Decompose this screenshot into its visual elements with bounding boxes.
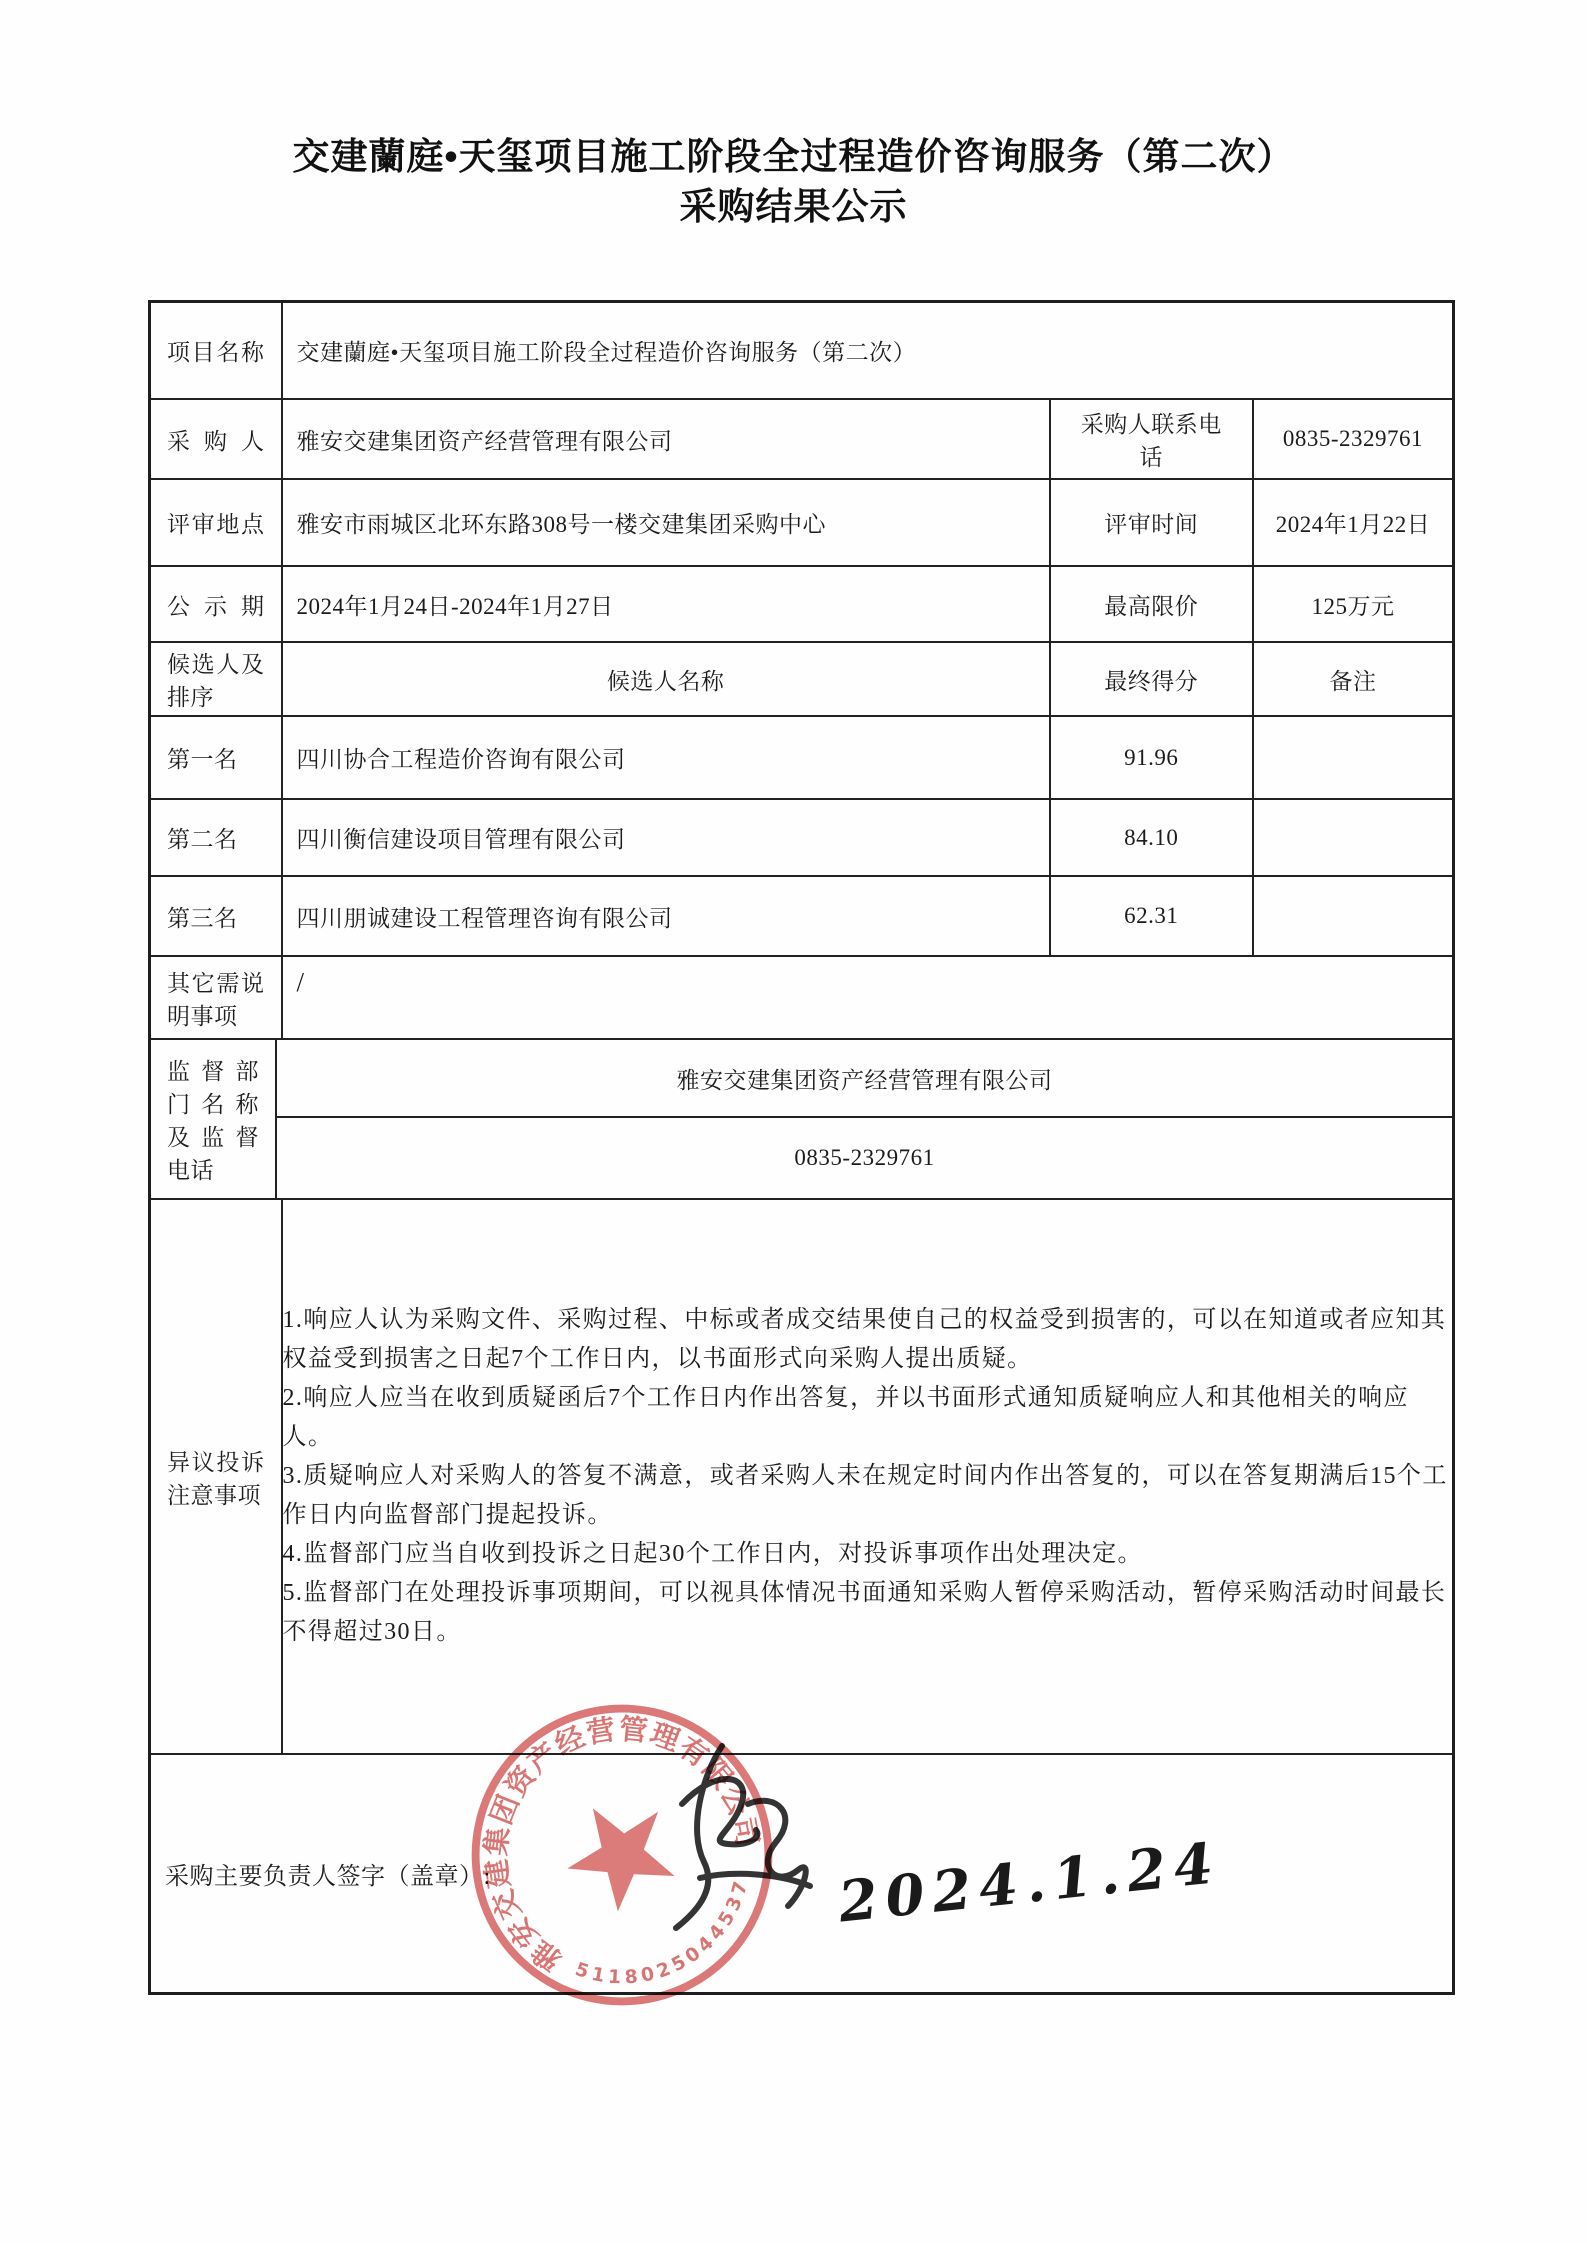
- candidate-2-name: 四川衡信建设项目管理有限公司: [283, 800, 1051, 877]
- project-name-value: 交建蘭庭•天玺项目施工阶段全过程造价咨询服务（第二次）: [283, 303, 1452, 400]
- purchaser-phone-value: 0835-2329761: [1254, 400, 1452, 480]
- supervision-row: [151, 1040, 1452, 1200]
- table-row: [151, 480, 1452, 567]
- remark-column-header: 备注: [1254, 643, 1452, 717]
- candidate-2-remark: [1254, 800, 1452, 877]
- objection-item-1: 1.响应人认为采购文件、采购过程、中标或者成交结果使自己的权益受到损害的，可以在知道或者应知其权益受到损害之日起7个工作日内，以书面形式向采购人提出质疑。: [282, 1307, 1447, 1372]
- candidate-name-column-header: 候选人名称: [283, 643, 1051, 717]
- seal-serial-number: 5118025044537: [572, 1875, 754, 1989]
- purchaser-phone-label: 采购人联系电话: [1051, 400, 1254, 480]
- objection-notice-text: [283, 1200, 1452, 1755]
- review-location-label: 评审地点: [167, 512, 265, 537]
- supervision-department-name: 雅安交建集团资产经营管理有限公司: [277, 1040, 1452, 1118]
- candidates-header-row: [151, 643, 1452, 717]
- signature-line: 采购主要负责人签字（盖章）:: [165, 1864, 491, 1890]
- max-price-label: 最高限价: [1051, 567, 1254, 643]
- publicity-period-label-cell: [151, 567, 283, 643]
- candidate-1-remark: [1254, 717, 1452, 800]
- review-location-label-cell: [151, 480, 283, 567]
- objection-item-5: 5.监督部门在处理投诉事项期间，可以视具体情况书面通知采购人暂停采购活动，暂停采购活动时间最长不得超过30日。: [282, 1580, 1447, 1645]
- table-row: [151, 303, 1452, 400]
- document-title: [0, 132, 1587, 232]
- rank-3-label: 第三名: [167, 905, 238, 931]
- candidate-row-2: [151, 800, 1452, 877]
- review-location-value: 雅安市雨城区北环东路308号一楼交建集团采购中心: [283, 480, 1051, 567]
- handwritten-signature: [630, 1738, 830, 1948]
- publicity-period-label: 公示期: [167, 593, 265, 619]
- objection-label-cell: [151, 1200, 283, 1755]
- document-title-line1: 交建蘭庭•天玺项目施工阶段全过程造价咨询服务（第二次）: [292, 136, 1295, 177]
- objection-label: 异议投诉注意事项: [167, 1449, 265, 1508]
- review-time-label: 评审时间: [1051, 480, 1254, 567]
- rank-2-label: 第二名: [167, 827, 238, 852]
- candidate-1-score: 91.96: [1051, 717, 1254, 800]
- other-notes-label: 其它需说明事项: [167, 970, 265, 1029]
- candidate-3-remark: [1254, 877, 1452, 957]
- handwritten-date: 2024.1.24: [835, 1829, 1225, 1936]
- table-row: [151, 567, 1452, 643]
- final-score-column-header: 最终得分: [1051, 643, 1254, 717]
- publicity-period-value: 2024年1月24日-2024年1月27日: [283, 567, 1051, 643]
- review-time-value: 2024年1月22日: [1254, 480, 1452, 567]
- candidate-2-score: 84.10: [1051, 800, 1254, 877]
- candidate-3-name: 四川朋诚建设工程管理咨询有限公司: [283, 877, 1051, 957]
- candidate-row-1: [151, 717, 1452, 800]
- candidates-rank-label: 候选人及排序: [167, 652, 265, 710]
- other-notes-label-cell: [151, 957, 283, 1040]
- rank-3-label-cell: [151, 877, 283, 957]
- supervision-label-cell: [151, 1040, 277, 1200]
- rank-1-label-cell: [151, 717, 283, 800]
- objection-item-3: 3.质疑响应人对采购人的答复不满意，或者采购人未在规定时间内作出答复的，可以在答复期满后15个工作日内向监督部门提起投诉。: [282, 1463, 1448, 1528]
- project-name-label: 项目名称: [167, 340, 265, 365]
- candidates-rank-label-cell: [151, 643, 283, 717]
- table-row: [151, 400, 1452, 480]
- project-name-label-cell: [151, 303, 283, 400]
- other-notes-value: /: [283, 957, 1452, 1040]
- purchaser-value: 雅安交建集团资产经营管理有限公司: [283, 400, 1051, 480]
- document-title-line2: 采购结果公示: [679, 186, 908, 227]
- seal-company-text: 雅安交建集团资产经营管理有限公司: [480, 1713, 764, 1977]
- rank-2-label-cell: [151, 800, 283, 877]
- supervision-values: [277, 1040, 1452, 1200]
- candidate-1-name: 四川协合工程造价咨询有限公司: [283, 717, 1051, 800]
- supervision-label: 监督部门名称及监督电话: [167, 1059, 259, 1183]
- objection-notice-row: [151, 1200, 1452, 1755]
- purchaser-label: 采购人: [167, 428, 265, 454]
- max-price-value: 125万元: [1254, 567, 1452, 643]
- candidate-3-score: 62.31: [1051, 877, 1254, 957]
- supervision-phone: 0835-2329761: [277, 1118, 1452, 1200]
- rank-1-label: 第一名: [167, 747, 238, 772]
- objection-item-2: 2.响应人应当在收到质疑函后7个工作日内作出答复，并以书面形式通知质疑响应人和其他相关的响应人。: [282, 1385, 1409, 1450]
- objection-item-4: 4.监督部门应当自收到投诉之日起30个工作日内，对投诉事项作出处理决定。: [282, 1541, 1143, 1567]
- other-notes-row: [151, 957, 1452, 1040]
- purchaser-label-cell: [151, 400, 283, 480]
- candidate-row-3: [151, 877, 1452, 957]
